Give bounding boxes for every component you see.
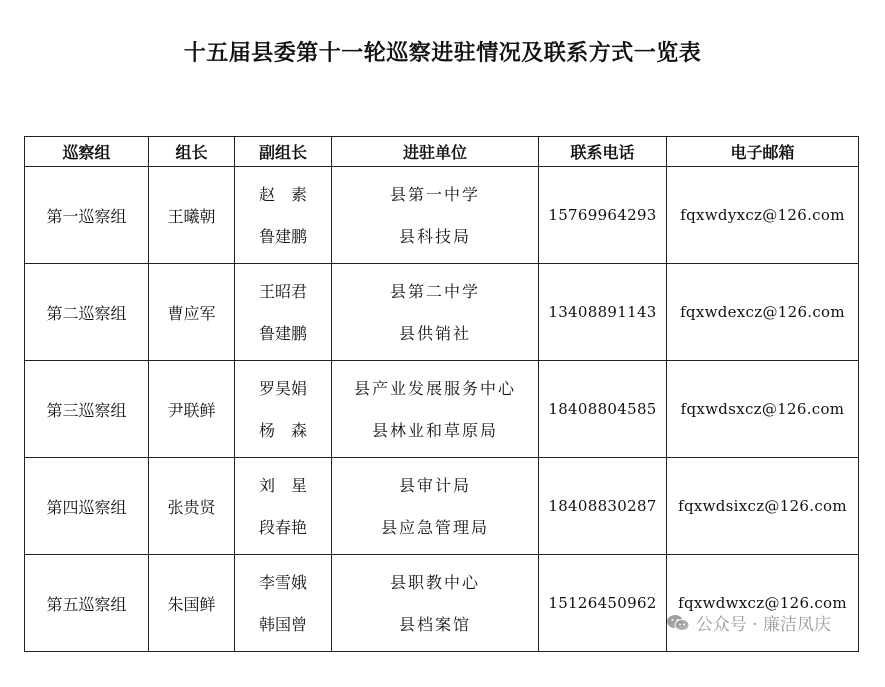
deputy-name: 李雪娥 [258,572,307,592]
table-row [25,555,859,652]
table-row [25,167,859,264]
unit-name: 县科技局 [398,226,471,246]
unit-cell [332,361,539,458]
unit-name: 县第一中学 [389,184,480,204]
watermark-text: 公众号 · 廉洁凤庆 [695,615,831,635]
deputy-cell [235,264,332,361]
unit-cell [332,555,539,652]
email-cell: fqxwdexcz@126.com [667,264,859,361]
group-cell: 第三巡察组 [25,361,149,458]
phone-cell: 15769964293 [539,167,667,264]
deputy-name: 王昭君 [258,281,307,301]
leader-cell: 朱国鲜 [149,555,235,652]
table-row [25,361,859,458]
group-cell: 第四巡察组 [25,458,149,555]
deputy-name: 段春艳 [258,517,307,537]
group-cell: 第二巡察组 [25,264,149,361]
deputy-name: 赵 素 [258,184,307,204]
deputy-cell [235,167,332,264]
phone-cell: 18408804585 [539,361,667,458]
table-row [25,264,859,361]
header-phone: 联系电话 [539,137,667,167]
deputy-name: 刘 星 [258,475,307,495]
deputy-cell [235,458,332,555]
header-email: 电子邮箱 [667,137,859,167]
unit-cell [332,264,539,361]
deputy-name: 鲁建鹏 [258,226,307,246]
email-cell: fqxwdwxcz@126.com [667,555,859,652]
table-row [25,458,859,555]
unit-name: 县应急管理局 [380,517,489,537]
phone-cell: 18408830287 [539,458,667,555]
deputy-cell [235,555,332,652]
header-leader: 组长 [149,137,235,167]
unit-name: 县供销社 [398,323,471,343]
page-title: 十五届县委第十一轮巡察进驻情况及联系方式一览表 [183,41,702,66]
header-group: 巡察组 [25,137,149,167]
header-deputy: 副组长 [235,137,332,167]
deputy-name: 罗昊娟 [258,378,307,398]
phone-cell: 13408891143 [539,264,667,361]
contact-table [24,136,859,652]
unit-name: 县审计局 [398,475,471,495]
phone-cell: 15126450962 [539,555,667,652]
email-cell: fqxwdyxcz@126.com [667,167,859,264]
unit-name: 县职教中心 [389,572,480,592]
unit-name: 县档案馆 [398,614,471,634]
leader-cell: 尹联鲜 [149,361,235,458]
unit-name: 县林业和草原局 [371,420,498,440]
email-cell: fqxwdsxcz@126.com [667,361,859,458]
email-cell: fqxwdsixcz@126.com [667,458,859,555]
deputy-name: 鲁建鹏 [258,323,307,343]
table-header-row [25,137,859,167]
unit-name: 县第二中学 [389,281,480,301]
deputy-name: 韩国曾 [258,614,307,634]
group-cell: 第一巡察组 [25,167,149,264]
header-unit: 进驻单位 [332,137,539,167]
deputy-cell [235,361,332,458]
group-cell: 第五巡察组 [25,555,149,652]
leader-cell: 王曦朝 [149,167,235,264]
deputy-name: 杨 森 [258,420,307,440]
leader-cell: 张贵贤 [149,458,235,555]
unit-name: 县产业发展服务中心 [353,378,516,398]
unit-cell [332,167,539,264]
leader-cell: 曹应军 [149,264,235,361]
unit-cell [332,458,539,555]
